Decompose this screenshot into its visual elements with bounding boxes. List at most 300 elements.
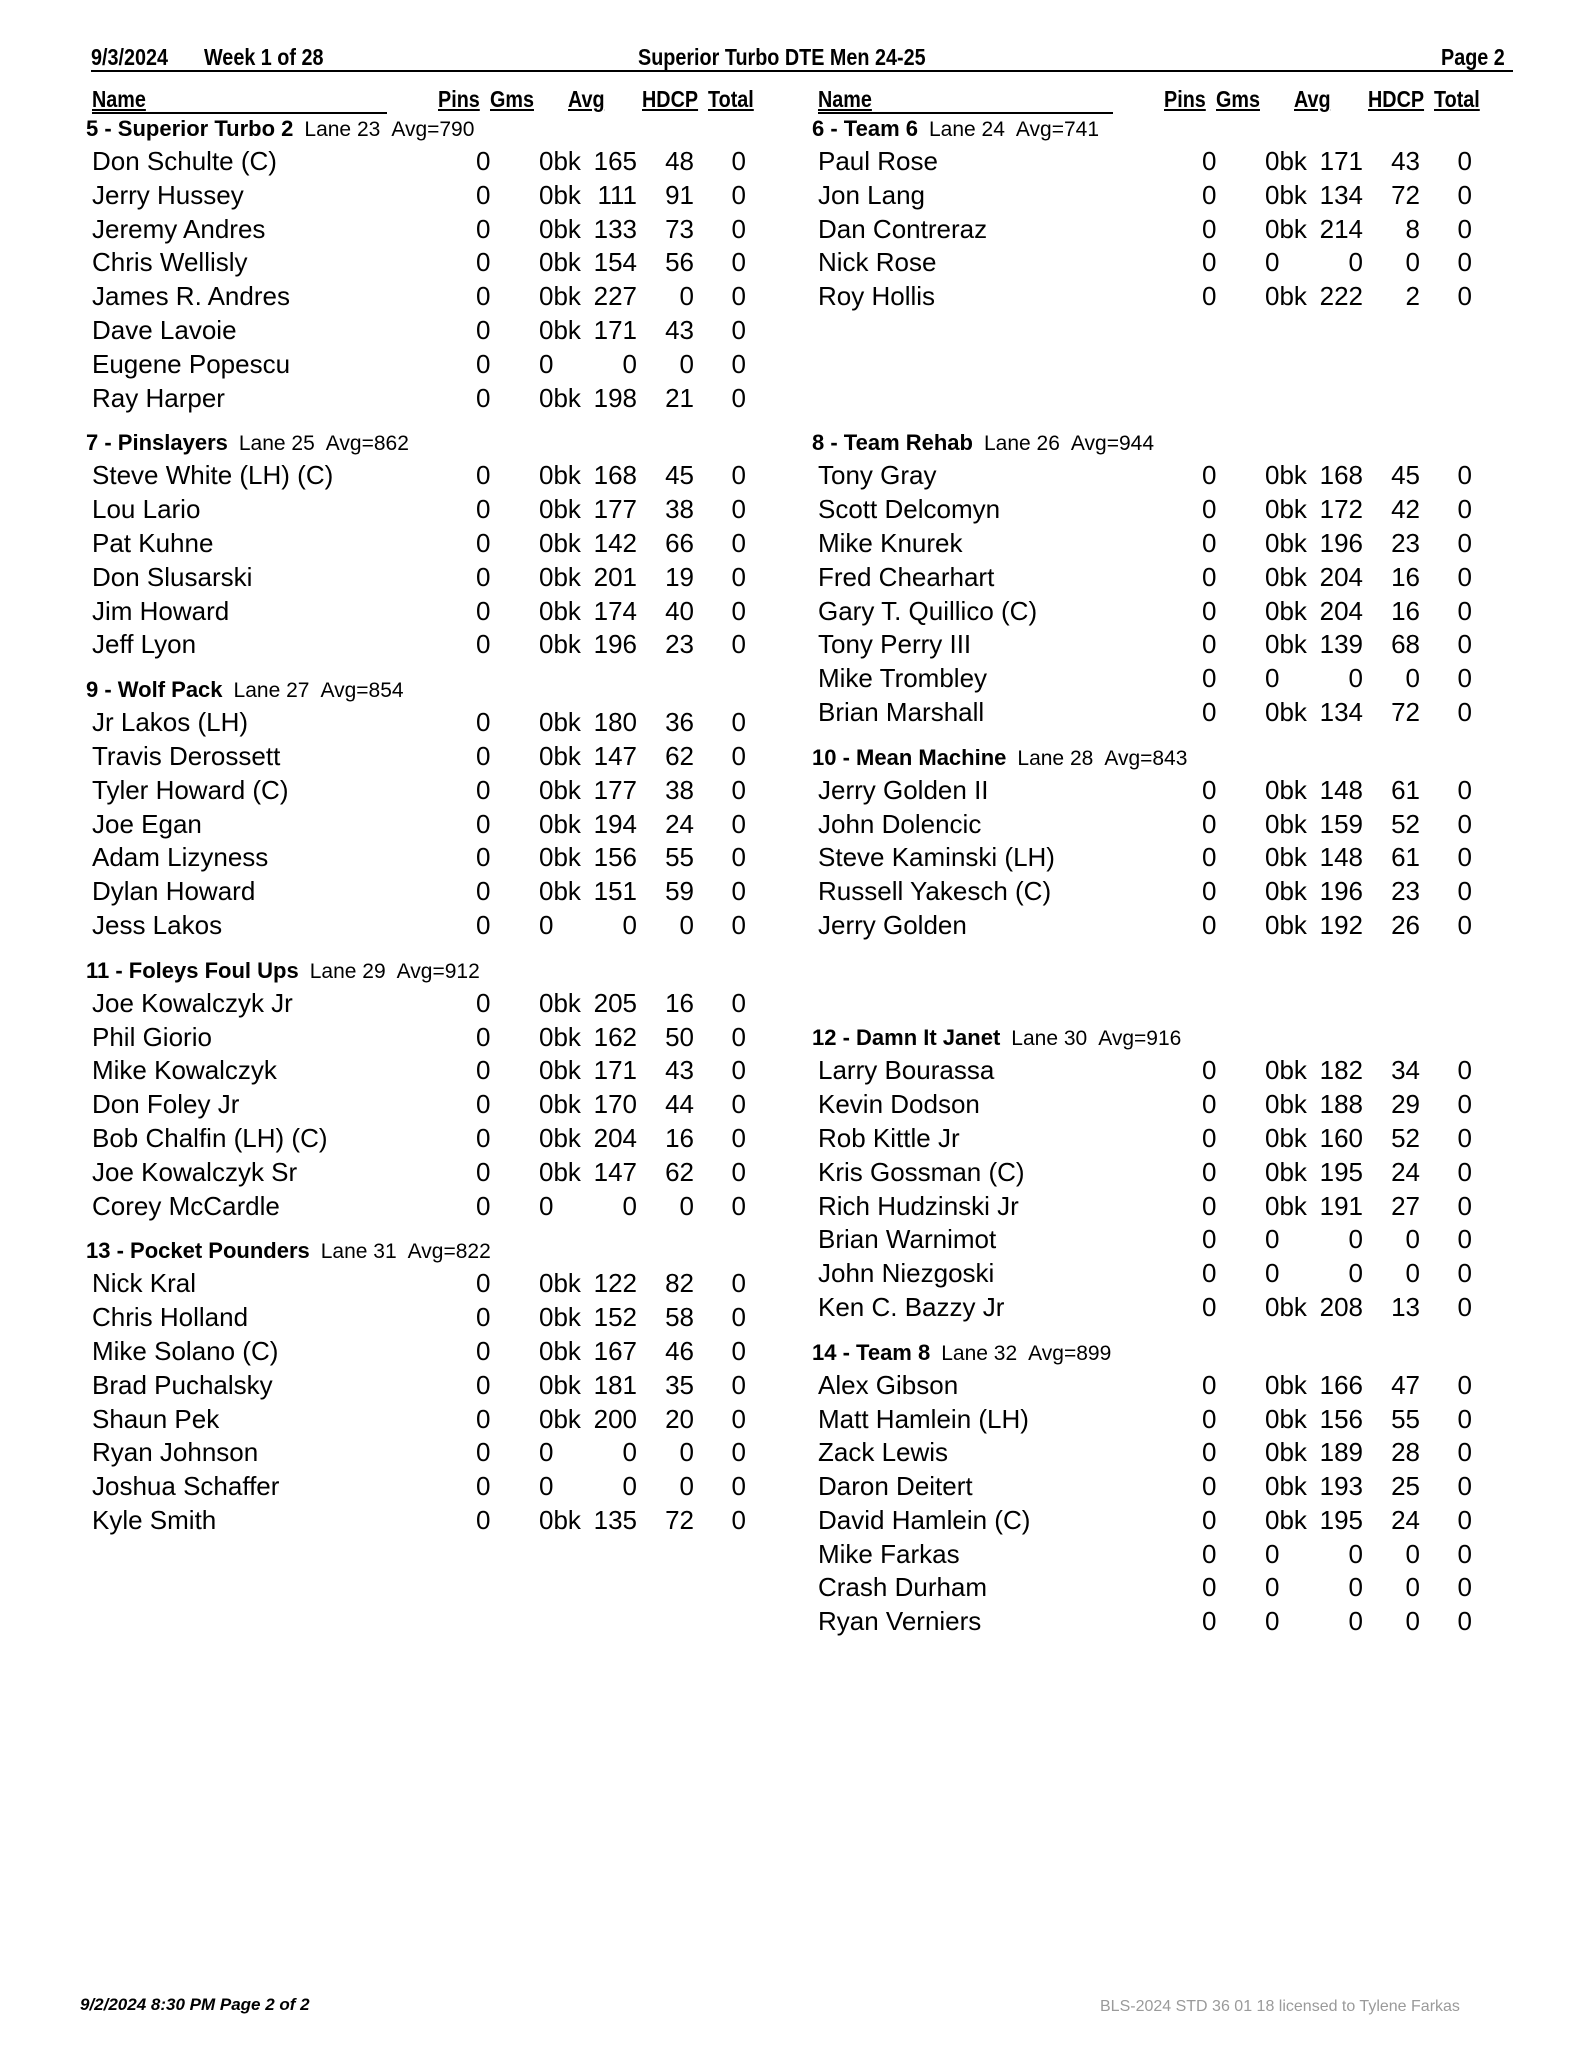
bowler-pins: 0 [1202,494,1217,525]
bowler-pins: 0 [1202,808,1217,839]
team-block [86,1238,786,1538]
bowler-pins: 0 [476,909,491,940]
bowler-name: Phil Giorio [92,1021,212,1052]
bowler-name: Tony Perry III [818,629,972,660]
bowler-row: Nick Kral 0 0bk 122 82 0 [92,1268,746,1299]
bowler-row: Dylan Howard 0 0bk 151 59 0 [92,876,746,907]
bowler-name: Brad Puchalsky [92,1369,273,1400]
page-number: Page 2 [1441,44,1505,70]
bowler-name: Nick Rose [818,247,937,278]
bowler-row: Alex Gibson 0 0bk 166 47 0 [818,1369,1472,1400]
bowler-pins: 0 [476,1437,491,1468]
team-average: Avg=790 [391,118,475,141]
bowler-pins: 0 [1202,876,1217,907]
license-footer: BLS-2024 STD 36 01 18 licensed to Tylene Farkas [1100,1998,1460,2015]
bowler-row: Jim Howard 0 0bk 174 40 0 [92,595,746,626]
bowler-name: Roy Hollis [818,281,936,312]
team-name: 8 - Team Rehab [812,430,973,456]
bowler-games: 0bk [1265,1291,1307,1322]
bowler-games: 0bk [1265,1471,1307,1502]
bowler-games: 0bk [539,281,581,312]
bowler-pins: 0 [476,1089,491,1120]
bowler-games: 0bk [539,1021,581,1052]
bowler-row: Tony Perry III 0 0bk 139 68 0 [818,629,1472,660]
team-name: 12 - Damn It Janet [812,1025,1001,1051]
bowler-row: Larry Bourassa 0 0bk 182 34 0 [818,1055,1472,1086]
bowler-games: 0bk [539,1369,581,1400]
team-title [86,1238,786,1268]
bowler-pins: 0 [476,1268,491,1299]
bowler-pins: 0 [1202,527,1217,558]
bowler-name: Pat Kuhne [92,527,214,558]
team-average: Avg=843 [1104,746,1188,770]
bowler-row: James R. Andres 0 0bk 227 0 0 [92,281,746,312]
bowler-games: 0bk [539,561,581,592]
bowler-row: Jeff Lyon 0 0bk 196 23 0 [92,629,746,660]
bowler-row: Don Slusarski 0 0bk 201 19 0 [92,561,746,592]
bowler-name: James R. Andres [92,281,290,312]
bowler-name: Ryan Verniers [818,1606,982,1637]
bowler-name: Russell Yakesch (C) [818,876,1052,907]
bowler-games: 0bk [539,1122,581,1153]
team-block [812,1340,1512,1640]
bowler-games: 0bk [539,213,581,244]
header-week: Week 1 of 28 [204,44,324,70]
bowler-games: 0bk [539,494,581,525]
bowler-games: 0bk [1265,842,1307,873]
bowler-pins: 0 [1202,1403,1217,1434]
bowler-pins: 0 [1202,1504,1217,1535]
bowler-name: Corey McCardle [92,1190,280,1221]
bowler-name: Kevin Dodson [818,1089,980,1120]
bowler-games: 0bk [1265,281,1307,312]
bowler-name: Jerry Golden II [818,774,989,805]
bowler-name: Jim Howard [92,595,230,626]
bowler-games: 0bk [1265,629,1307,660]
print-footer: 9/2/2024 8:30 PM Page 2 of 2 [80,1995,310,2014]
bowler-row: Chris Holland 0 0bk 152 58 0 [92,1302,746,1333]
bowler-name: Mike Farkas [818,1538,960,1569]
bowler-games: 0 [539,1190,554,1221]
bowler-pins: 0 [1202,1471,1217,1502]
team-block [86,430,786,663]
bowler-games: 0bk [539,1504,581,1535]
bowler-games: 0bk [1265,494,1307,525]
bowler-row: Travis Derossett 0 0bk 147 62 0 [92,740,746,771]
team-average: Avg=916 [1098,1027,1182,1051]
bowler-pins: 0 [1202,1122,1217,1153]
bowler-row: Zack Lewis 0 0bk 189 28 0 [818,1437,1472,1468]
bowler-name: Ryan Johnson [92,1437,259,1468]
team-average: Avg=912 [396,959,480,983]
bowler-name: Don Foley Jr [92,1089,240,1120]
bowler-games: 0bk [1265,561,1307,592]
bowler-row: Don Schulte (C) 0 0bk 165 48 0 [92,146,746,176]
bowler-row: Matt Hamlein (LH) 0 0bk 156 55 0 [818,1403,1472,1434]
bowler-games: 0bk [539,740,581,771]
header-divider [91,70,1513,72]
bowler-games: 0bk [539,842,581,873]
bowler-pins: 0 [1202,774,1217,805]
bowler-row: Chris Wellisly 0 0bk 154 56 0 [92,247,746,278]
team-name: 14 - Team 8 [812,1339,931,1365]
bowler-row: Joshua Schaffer 0 0 0 0 0 [92,1471,746,1502]
team-lane: Lane 30 [1011,1027,1088,1051]
team-lane: Lane 25 [238,432,315,456]
bowler-name: Eugene Popescu [92,348,291,379]
bowler-pins: 0 [1202,696,1217,727]
bowler-name: Steve White (LH) (C) [92,460,334,491]
bowler-row: Fred Chearhart 0 0bk 204 16 0 [818,561,1472,592]
bowler-games: 0bk [539,1335,581,1366]
bowler-pins: 0 [476,707,491,738]
bowler-games: 0bk [539,146,581,176]
bowler-name: Dylan Howard [92,876,256,907]
bowler-row: Kevin Dodson 0 0bk 188 29 0 [818,1089,1472,1120]
bowler-pins: 0 [476,494,491,525]
bowler-pins: 0 [1202,842,1217,873]
bowler-name: Crash Durham [818,1572,988,1603]
bowler-games: 0bk [539,987,581,1018]
bowler-name: Jess Lakos [92,909,223,940]
bowler-row: Jerry Golden II 0 0bk 148 61 0 [818,774,1472,805]
bowler-row: Jon Lang 0 0bk 134 72 0 [818,179,1472,210]
bowler-pins: 0 [476,348,491,379]
bowler-row: Mike Knurek 0 0bk 196 23 0 [818,527,1472,558]
col-gms-header: Gms [490,86,534,112]
team-title [86,958,786,988]
bowler-row: Kris Gossman (C) 0 0bk 195 24 0 [818,1156,1472,1187]
team-name: 10 - Mean Machine [812,744,1007,770]
bowler-games: 0bk [1265,595,1307,626]
col-hdcp-header: HDCP [642,86,699,112]
bowler-name: Steve Kaminski (LH) [818,842,1055,873]
bowler-pins: 0 [476,314,491,345]
bowler-row: Rich Hudzinski Jr 0 0bk 191 27 0 [818,1190,1472,1221]
team-block [86,677,786,944]
row-spacer [812,944,1512,978]
bowler-pins: 0 [476,1156,491,1187]
bowler-row: Mike Solano (C) 0 0bk 167 46 0 [92,1335,746,1366]
bowler-row: Lou Lario 0 0bk 177 38 0 [92,494,746,525]
bowler-name: Don Schulte (C) [92,146,277,176]
col-hdcp-header: HDCP [1368,86,1425,112]
team-lane: Lane 26 [983,432,1060,456]
bowler-row: Steve Kaminski (LH) 0 0bk 148 61 0 [818,842,1472,873]
team-title [86,677,786,707]
bowler-name: Gary T. Quillico (C) [818,595,1038,626]
team-lane: Lane 23 [304,118,381,141]
bowler-games: 0 [1265,663,1280,694]
team-average: Avg=741 [1015,118,1100,141]
bowler-name: Don Slusarski [92,561,253,592]
bowler-pins: 0 [476,1471,491,1502]
bowler-name: Mike Trombley [818,663,988,694]
bowler-row: Brad Puchalsky 0 0bk 181 35 0 [92,1369,746,1400]
bowler-pins: 0 [476,1021,491,1052]
bowler-row: Steve White (LH) (C) 0 0bk 168 45 0 [92,460,746,491]
col-total-header: Total [1434,86,1480,112]
left-teams [86,116,786,1539]
bowler-name: Dave Lavoie [92,314,237,345]
bowler-pins: 0 [476,1504,491,1535]
bowler-games: 0bk [1265,146,1307,176]
bowler-pins: 0 [476,561,491,592]
bowler-name: Rich Hudzinski Jr [818,1190,1019,1221]
bowler-games: 0bk [1265,1369,1307,1400]
bowler-row: Crash Durham 0 0 0 0 0 [818,1572,1472,1603]
bowler-row: Jeremy Andres 0 0bk 133 73 0 [92,213,746,244]
bowler-games: 0bk [539,247,581,278]
bowler-pins: 0 [476,460,491,491]
bowler-row: Paul Rose 0 0bk 171 43 0 [818,146,1472,176]
bowler-row: Scott Delcomyn 0 0bk 172 42 0 [818,494,1472,525]
right-teams [812,116,1512,1640]
bowler-games: 0bk [1265,179,1307,210]
bowler-pins: 0 [1202,247,1217,278]
team-block [86,958,786,1225]
team-lane: Lane 24 [928,118,1005,141]
bowler-games: 0 [1265,1572,1280,1603]
bowler-pins: 0 [476,1403,491,1434]
bowler-name: Fred Chearhart [818,561,995,592]
bowler-games: 0 [539,348,554,379]
bowler-name: John Niezgoski [818,1258,995,1289]
bowler-name: Scott Delcomyn [818,494,1001,525]
bowler-pins: 0 [476,1122,491,1153]
bowler-pins: 0 [476,179,491,210]
bowler-row: Ray Harper 0 0bk 198 21 0 [92,382,746,413]
bowler-pins: 0 [476,1335,491,1366]
bowler-row: Phil Giorio 0 0bk 162 50 0 [92,1021,746,1052]
bowler-row: Bob Chalfin (LH) (C) 0 0bk 204 16 0 [92,1122,746,1153]
team-name: 13 - Pocket Pounders [86,1238,310,1264]
col-name-header: Name [92,86,146,112]
bowler-pins: 0 [1202,1258,1217,1289]
bowler-name: Nick Kral [92,1268,197,1299]
bowler-games: 0bk [539,774,581,805]
bowler-games: 0 [1265,1606,1280,1637]
bowler-name: Matt Hamlein (LH) [818,1403,1029,1434]
bowler-row: Mike Kowalczyk 0 0bk 171 43 0 [92,1055,746,1086]
left-column [86,86,786,1553]
team-average: Avg=862 [325,432,409,456]
bowler-pins: 0 [476,1302,491,1333]
bowler-row: Mike Farkas 0 0 0 0 0 [818,1538,1472,1569]
bowler-games: 0bk [539,629,581,660]
bowler-pins: 0 [1202,663,1217,694]
column-headers [86,86,786,116]
bowler-row: Kyle Smith 0 0bk 135 72 0 [92,1504,746,1535]
bowler-name: Joe Egan [92,808,202,839]
bowler-pins: 0 [476,382,491,413]
bowler-pins: 0 [1202,595,1217,626]
bowler-pins: 0 [1202,213,1217,244]
bowler-name: Paul Rose [818,146,938,176]
bowler-name: Mike Knurek [818,527,963,558]
bowler-name: Kris Gossman (C) [818,1156,1025,1187]
col-avg-header: Avg [1294,86,1331,112]
team-title [812,116,1512,146]
bowler-pins: 0 [1202,629,1217,660]
bowler-row: Tyler Howard (C) 0 0bk 177 38 0 [92,774,746,805]
bowler-pins: 0 [476,987,491,1018]
team-block [812,116,1512,416]
bowler-name: Jr Lakos (LH) [92,707,249,738]
bowler-name: Chris Wellisly [92,247,248,278]
bowler-row: Roy Hollis 0 0bk 222 2 0 [818,281,1472,312]
team-average: Avg=899 [1028,1341,1112,1365]
team-block [812,1025,1512,1325]
bowler-pins: 0 [1202,561,1217,592]
bowler-name: Tony Gray [818,460,937,491]
bowler-pins: 0 [1202,1437,1217,1468]
bowler-games: 0 [539,1437,554,1468]
bowler-name: Ray Harper [92,382,225,413]
bowler-name: Brian Warnimot [818,1224,997,1255]
team-block [812,745,1512,1012]
team-title [812,1025,1512,1055]
bowler-pins: 0 [476,1369,491,1400]
bowler-row: Ryan Johnson 0 0 0 0 0 [92,1437,746,1468]
bowler-name: Brian Marshall [818,696,985,727]
bowler-name: Zack Lewis [818,1437,949,1468]
bowler-games: 0bk [1265,213,1307,244]
bowler-games: 0bk [1265,696,1307,727]
bowler-games: 0bk [1265,1122,1307,1153]
bowler-games: 0bk [539,707,581,738]
bowler-pins: 0 [1202,1089,1217,1120]
bowler-pins: 0 [476,1055,491,1086]
name-header-line [92,112,387,114]
bowler-row: Jr Lakos (LH) 0 0bk 180 36 0 [92,707,746,738]
bowler-name: Dan Contreraz [818,213,988,244]
bowler-name: John Dolencic [818,808,982,839]
bowler-row: Gary T. Quillico (C) 0 0bk 204 16 0 [818,595,1472,626]
bowler-games: 0bk [539,314,581,345]
bowler-pins: 0 [1202,1538,1217,1569]
bowler-games: 0bk [539,595,581,626]
header-date: 9/3/2024 [91,44,168,70]
bowler-games: 0bk [539,1156,581,1187]
bowler-games: 0 [1265,1224,1280,1255]
bowler-row: Joe Egan 0 0bk 194 24 0 [92,808,746,839]
bowler-name: Tyler Howard (C) [92,774,289,805]
bowler-games: 0bk [1265,808,1307,839]
bowler-row: Shaun Pek 0 0bk 200 20 0 [92,1403,746,1434]
bowler-games: 0bk [1265,527,1307,558]
bowler-name: Adam Lizyness [92,842,269,873]
bowler-pins: 0 [1202,1224,1217,1255]
team-title [86,430,786,460]
team-title [812,745,1512,775]
bowler-pins: 0 [476,247,491,278]
bowler-row: Don Foley Jr 0 0bk 170 44 0 [92,1089,746,1120]
bowler-games: 0bk [1265,774,1307,805]
bowler-row: Joe Kowalczyk Sr 0 0bk 147 62 0 [92,1156,746,1187]
bowler-name: Jerry Hussey [92,179,244,210]
bowler-row: Dan Contreraz 0 0bk 214 8 0 [818,213,1472,244]
bowler-pins: 0 [476,281,491,312]
bowler-games: 0 [539,1471,554,1502]
team-name: 6 - Team 6 [812,116,918,141]
team-average: Avg=944 [1070,432,1155,456]
bowler-name: Daron Deitert [818,1471,973,1502]
team-lane: Lane 27 [233,679,310,703]
bowler-games: 0 [539,909,554,940]
bowler-row: Ryan Verniers 0 0 0 0 0 [818,1606,1472,1637]
row-spacer [812,315,1512,349]
team-lane: Lane 28 [1017,746,1094,770]
bowler-name: Jeff Lyon [92,629,197,660]
bowler-name: Jon Lang [818,179,925,210]
bowler-games: 0bk [539,179,581,210]
bowler-games: 0bk [539,527,581,558]
bowler-games: 0bk [539,808,581,839]
bowler-row: Jerry Hussey 0 0bk 111 91 0 [92,179,746,210]
name-header-line [818,112,1113,114]
bowler-row: Brian Warnimot 0 0 0 0 0 [818,1224,1472,1255]
bowler-name: Chris Holland [92,1302,249,1333]
bowler-pins: 0 [1202,1606,1217,1637]
bowler-games: 0bk [539,1089,581,1120]
bowler-name: Rob Kittle Jr [818,1122,960,1153]
bowler-name: Larry Bourassa [818,1055,995,1086]
bowler-games: 0bk [1265,909,1307,940]
bowler-pins: 0 [476,527,491,558]
bowler-name: Joe Kowalczyk Sr [92,1156,298,1187]
column-headers [812,86,1512,116]
bowler-games: 0bk [539,1302,581,1333]
col-pins-header: Pins [1164,86,1206,112]
team-average: Avg=854 [320,679,404,703]
team-lane: Lane 32 [941,1341,1018,1365]
team-title [812,430,1512,460]
team-name: 5 - Superior Turbo 2 [86,116,294,141]
bowler-row: Tony Gray 0 0bk 168 45 0 [818,460,1472,491]
bowler-pins: 0 [476,146,491,176]
bowler-pins: 0 [1202,179,1217,210]
bowler-pins: 0 [1202,460,1217,491]
bowler-row: Daron Deitert 0 0bk 193 25 0 [818,1471,1472,1502]
bowler-games: 0bk [539,460,581,491]
bowler-games: 0bk [1265,1055,1307,1086]
bowler-row: Russell Yakesch (C) 0 0bk 196 23 0 [818,876,1472,907]
row-spacer [812,383,1512,417]
bowler-games: 0bk [1265,1437,1307,1468]
bowler-row: Corey McCardle 0 0 0 0 0 [92,1190,746,1221]
bowler-row: Jess Lakos 0 0 0 0 0 [92,909,746,940]
bowler-row: Pat Kuhne 0 0bk 142 66 0 [92,527,746,558]
bowler-games: 0bk [1265,460,1307,491]
team-lane: Lane 31 [320,1240,397,1264]
bowler-row: Dave Lavoie 0 0bk 171 43 0 [92,314,746,345]
bowler-games: 0bk [539,876,581,907]
team-block [812,430,1512,730]
team-block [86,116,786,416]
bowler-games: 0 [1265,1538,1280,1569]
team-title [812,1340,1512,1370]
bowler-name: Joe Kowalczyk Jr [92,987,293,1018]
bowler-pins: 0 [476,740,491,771]
bowler-row: Eugene Popescu 0 0 0 0 0 [92,348,746,379]
bowler-games: 0bk [1265,1156,1307,1187]
bowler-row: Ken C. Bazzy Jr 0 0bk 208 13 0 [818,1291,1472,1322]
bowler-name: Jerry Golden [818,909,967,940]
bowler-pins: 0 [1202,1190,1217,1221]
col-pins-header: Pins [438,86,480,112]
bowler-games: 0bk [539,1268,581,1299]
